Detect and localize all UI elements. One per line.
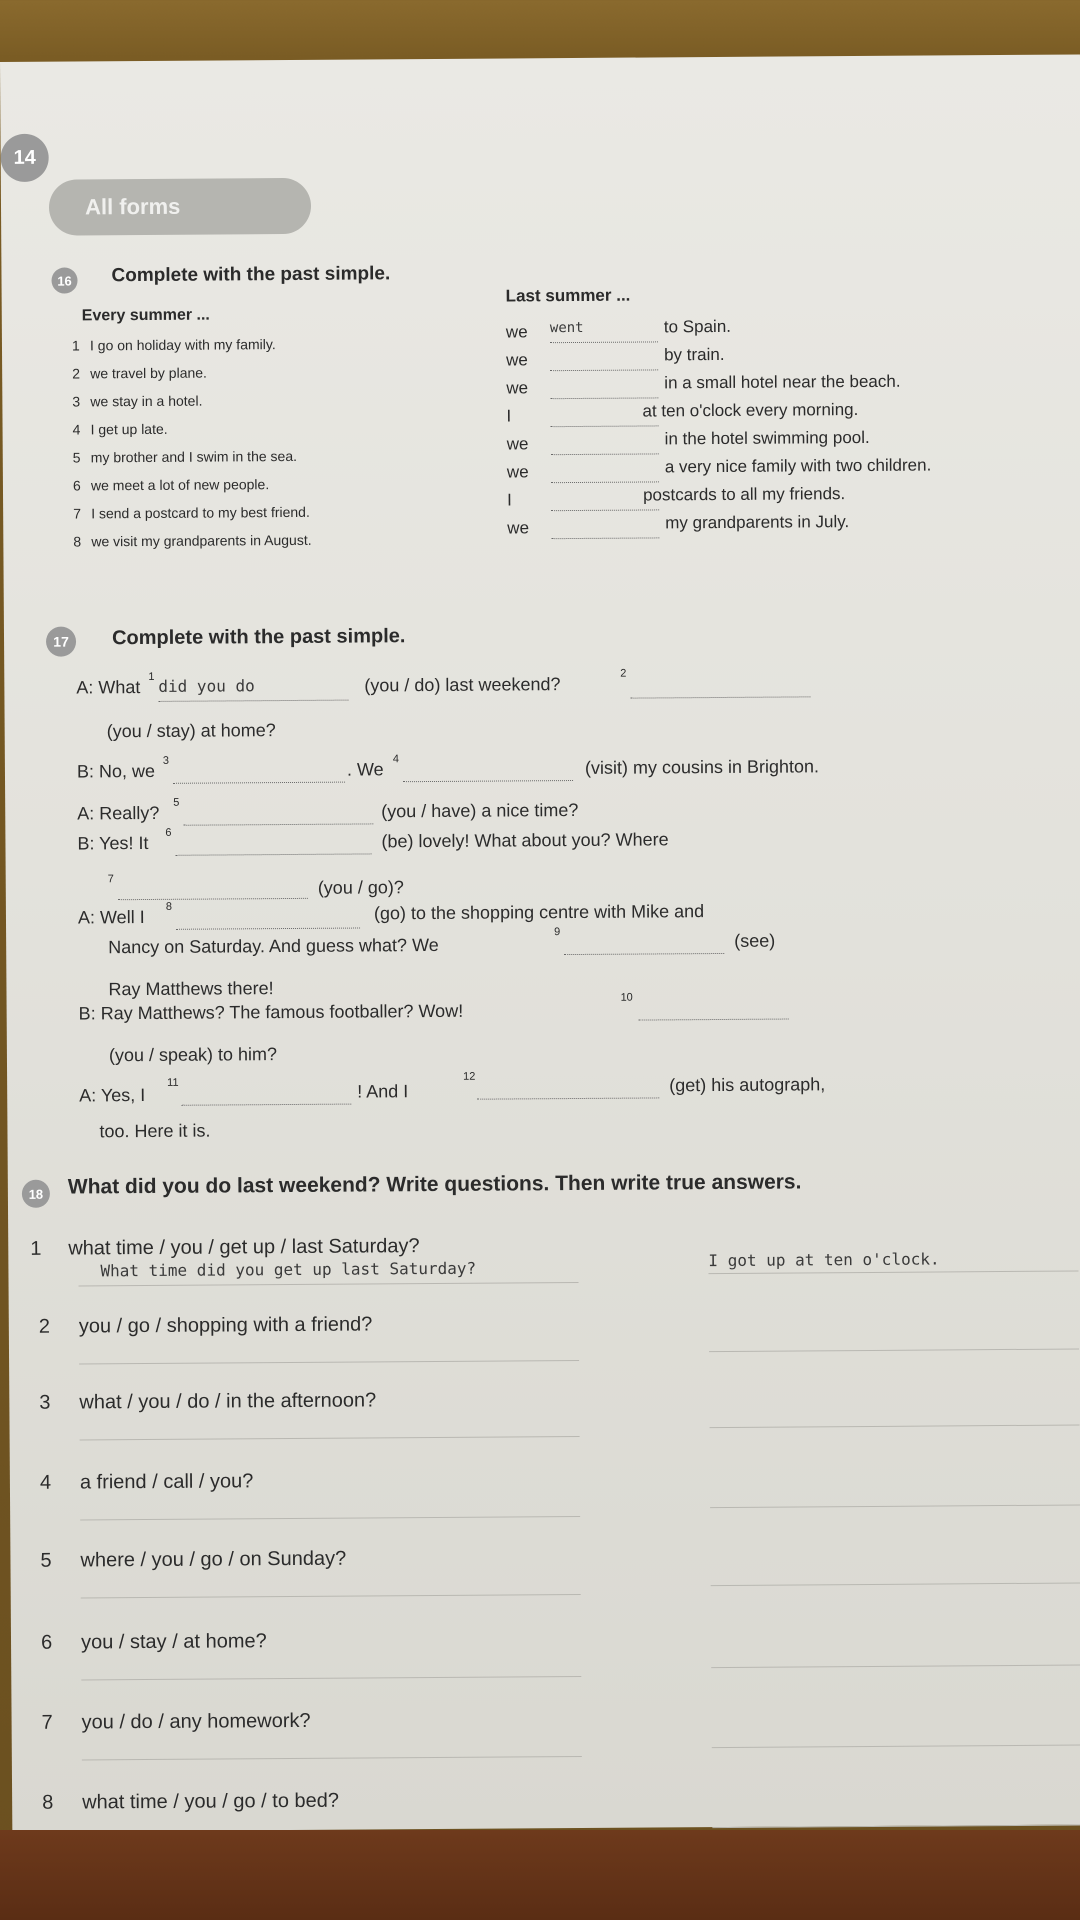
every-summer-sentence: we stay in a hotel. xyxy=(90,392,203,410)
gap-number: 5 xyxy=(173,796,180,809)
gap-number: 10 xyxy=(620,991,633,1004)
answer-line[interactable] xyxy=(550,397,658,399)
gap-number: 9 xyxy=(554,926,561,939)
item-number: 5 xyxy=(40,1549,52,1572)
question-line[interactable] xyxy=(80,1436,580,1440)
gap-answer: did you do xyxy=(158,676,255,696)
last-summer-rest: to Spain. xyxy=(663,316,732,337)
answer-line[interactable] xyxy=(710,1424,1080,1428)
every-summer-sentence: we meet a lot of new people. xyxy=(90,476,270,494)
every-summer-sentence: we travel by plane. xyxy=(90,364,207,382)
last-summer-rest: in the hotel swimming pool. xyxy=(664,427,870,449)
answer-line[interactable] xyxy=(550,341,658,343)
item-number: 4 xyxy=(72,421,81,438)
answer-line[interactable] xyxy=(551,453,659,455)
answer-line[interactable] xyxy=(477,1097,659,1099)
dialogue-text: B: No, we xyxy=(76,760,156,782)
dialogue-text: (you / speak) to him? xyxy=(108,1044,278,1066)
answer-line[interactable] xyxy=(708,1271,1078,1275)
answer-line[interactable] xyxy=(551,537,659,539)
subject-word: I xyxy=(506,406,512,426)
answer-line[interactable] xyxy=(551,481,659,483)
last-summer-rest: by train. xyxy=(663,344,725,365)
dialogue-text: (go) to the shopping centre with Mike and xyxy=(373,901,705,924)
exercise-18-instruction: What did you do last weekend? Write questions. Then write true answers. xyxy=(67,1170,802,1199)
written-answer: I got up at ten o'clock. xyxy=(708,1249,940,1271)
answer-line[interactable] xyxy=(176,853,372,855)
item-number: 6 xyxy=(40,1631,53,1654)
wooden-table xyxy=(0,1830,1080,1920)
exercise-17-badge: 17 xyxy=(46,626,76,656)
gap-number: 4 xyxy=(392,753,400,766)
dialogue-text: A: Really? xyxy=(77,802,160,824)
item-number: 2 xyxy=(38,1315,51,1338)
last-summer-rest: a very nice family with two children. xyxy=(664,455,932,477)
subject-word: we xyxy=(506,434,529,454)
item-number: 7 xyxy=(41,1711,53,1734)
dialogue-text: . We xyxy=(346,759,384,780)
dialogue-text: (you / do) last weekend? xyxy=(364,674,561,696)
unit-number-badge: 14 xyxy=(1,134,49,182)
item-number: 3 xyxy=(39,1391,51,1414)
question-prompt: where / you / go / on Sunday? xyxy=(80,1547,347,1572)
answer-line[interactable] xyxy=(158,700,348,702)
exercise-18-badge: 18 xyxy=(22,1180,50,1208)
every-summer-sentence: I send a postcard to my best friend. xyxy=(91,503,310,522)
subject-word: we xyxy=(506,462,529,482)
answer-line[interactable] xyxy=(118,898,308,900)
answer-line[interactable] xyxy=(710,1504,1080,1508)
last-summer-rest: my grandparents in July. xyxy=(665,512,850,533)
subject-word: we xyxy=(506,378,529,398)
last-summer-rest: postcards to all my friends. xyxy=(642,484,846,505)
question-line[interactable] xyxy=(79,1282,579,1286)
gap-number: 7 xyxy=(107,873,114,886)
subject-word: we xyxy=(505,322,528,342)
answer-line[interactable] xyxy=(183,823,373,825)
last-summer-rest: in a small hotel near the beach. xyxy=(664,371,901,393)
dialogue-text: (see) xyxy=(734,930,776,951)
dialogue-text: A: Yes, I xyxy=(79,1085,146,1106)
worksheet-page xyxy=(0,54,1080,1831)
question-prompt: a friend / call / you? xyxy=(79,1470,254,1494)
dialogue-text: (visit) my cousins in Brighton. xyxy=(584,756,820,778)
question-prompt: you / stay / at home? xyxy=(80,1630,267,1654)
item-number: 8 xyxy=(73,533,82,550)
answer-text: went xyxy=(549,319,584,337)
item-number: 5 xyxy=(72,449,81,466)
gap-number: 8 xyxy=(165,900,173,913)
subject-word: I xyxy=(507,490,512,510)
gap-number: 3 xyxy=(162,754,170,767)
dialogue-text: B: Ray Matthews? The famous footballer? Wow! xyxy=(78,1000,464,1024)
question-line[interactable] xyxy=(79,1360,579,1364)
gap-number: 1 xyxy=(148,670,155,683)
answer-line[interactable] xyxy=(711,1664,1080,1668)
answer-line[interactable] xyxy=(550,369,658,371)
dialogue-text: Ray Matthews there! xyxy=(108,978,274,1000)
answer-line[interactable] xyxy=(630,696,810,698)
gap-number: 11 xyxy=(167,1076,179,1089)
last-summer-rest: at ten o'clock every morning. xyxy=(642,400,859,421)
answer-line[interactable] xyxy=(173,782,345,784)
question-prompt: what time / you / go / to bed? xyxy=(82,1789,340,1814)
question-prompt: what time / you / get up / last Saturday? xyxy=(68,1235,420,1260)
ex16-right-header: Last summer ... xyxy=(505,285,631,306)
subject-word: we xyxy=(506,350,528,370)
item-number: 3 xyxy=(72,393,81,410)
dialogue-text: too. Here it is. xyxy=(99,1120,211,1142)
dialogue-text: (you / go)? xyxy=(317,877,404,898)
answer-line[interactable] xyxy=(564,953,724,955)
answer-line[interactable] xyxy=(176,928,360,930)
answer-line[interactable] xyxy=(711,1582,1080,1586)
answer-line[interactable] xyxy=(712,1744,1080,1748)
subject-word: we xyxy=(507,518,530,538)
exercise-17-instruction: Complete with the past simple. xyxy=(111,625,406,650)
answer-line[interactable] xyxy=(181,1104,351,1106)
item-number: 8 xyxy=(42,1791,54,1814)
item-number: 6 xyxy=(72,477,81,494)
question-line[interactable] xyxy=(80,1516,580,1520)
dialogue-text: A: Well I xyxy=(77,907,145,928)
answer-line[interactable] xyxy=(403,780,573,782)
every-summer-sentence: my brother and I swim in the sea. xyxy=(90,447,298,466)
exercise-16-instruction: Complete with the past simple. xyxy=(111,263,391,287)
dialogue-text: B: Yes! It xyxy=(77,832,149,854)
question-line[interactable] xyxy=(81,1676,581,1680)
section-title: All forms xyxy=(49,178,311,236)
every-summer-sentence: I go on holiday with my family. xyxy=(89,336,276,354)
question-line[interactable] xyxy=(81,1594,581,1598)
exercise-16-badge: 16 xyxy=(51,267,77,293)
gap-number: 6 xyxy=(165,826,172,839)
answer-line[interactable] xyxy=(551,425,659,427)
dialogue-text: ! And I xyxy=(357,1081,409,1102)
item-number: 1 xyxy=(71,337,80,354)
item-number: 7 xyxy=(73,505,82,522)
item-number: 2 xyxy=(72,365,81,382)
gap-number: 2 xyxy=(620,667,627,680)
question-line[interactable] xyxy=(82,1756,582,1760)
question-prompt: you / go / shopping with a friend? xyxy=(78,1313,373,1338)
dialogue-text: (be) lovely! What about you? Where xyxy=(381,829,669,852)
ex16-left-header: Every summer ... xyxy=(81,306,210,325)
written-question: What time did you get up last Saturday? xyxy=(100,1258,477,1281)
answer-line[interactable] xyxy=(709,1348,1079,1352)
item-number: 4 xyxy=(39,1471,52,1494)
item-number: 1 xyxy=(30,1237,42,1260)
dialogue-text: Nancy on Saturday. And guess what? We xyxy=(108,934,439,958)
dialogue-text: (you / have) a nice time? xyxy=(381,799,579,822)
question-prompt: you / do / any homework? xyxy=(81,1709,311,1734)
gap-number: 12 xyxy=(463,1070,476,1083)
every-summer-sentence: I get up late. xyxy=(90,420,168,438)
answer-line[interactable] xyxy=(712,1824,1080,1828)
answer-line[interactable] xyxy=(551,509,659,511)
every-summer-sentence: we visit my grandparents in August. xyxy=(91,531,312,550)
dialogue-text: A: What xyxy=(76,677,141,698)
question-prompt: what / you / do / in the afternoon? xyxy=(79,1389,377,1414)
dialogue-text: (you / stay) at home? xyxy=(106,720,276,742)
dialogue-text: (get) his autograph, xyxy=(669,1074,826,1096)
answer-line[interactable] xyxy=(639,1019,789,1021)
